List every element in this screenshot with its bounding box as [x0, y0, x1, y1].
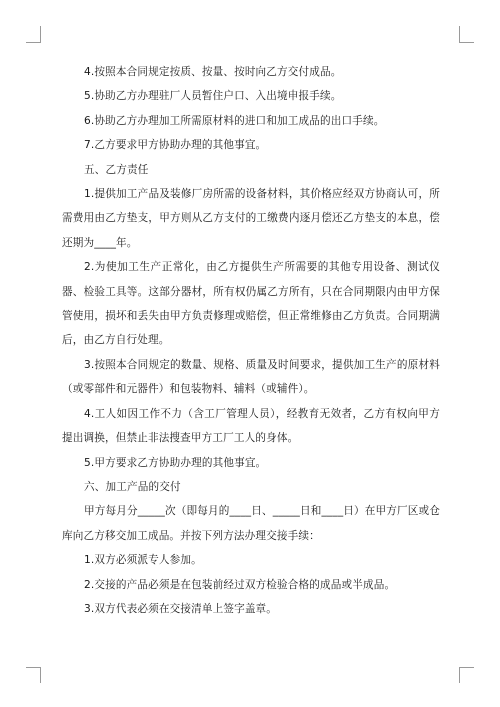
crop-mark-bottom-right-v	[459, 667, 460, 683]
crop-mark-bottom-right-h	[459, 667, 474, 668]
paragraph: 3.双方代表必须在交接清单上签字盖章。	[84, 602, 278, 615]
crop-mark-top-right-h	[459, 42, 474, 43]
section-heading: 六、加工产品的交付	[84, 480, 181, 493]
paragraph: 3.按照本合同规定的数量、规格、质量及时间要求，提供加工生产的原材料（或零部件和元器件）和包装物料、辅料（或辅件）。	[62, 358, 440, 396]
paragraph: 7.乙方要求甲方协助办理的其他事宜。	[84, 139, 267, 152]
document-body	[62, 60, 440, 621]
paragraph: 5.协助乙方办理驻厂人员暂住户口、入出境申报手续。	[84, 90, 342, 103]
paragraph: 1.双方必须派专人参加。	[84, 554, 202, 567]
crop-mark-top-right-v	[459, 26, 460, 42]
paragraph: 5.甲方要求乙方协助办理的其他事宜。	[84, 456, 267, 469]
paragraph: 2.为使加工生产正常化，由乙方提供生产所需要的其他专用设备、测试仪器、检验工具等。这部分器材，所有权仍属乙方所有，只在合同期限内由甲方保管使用，损坏和丢失由甲方负责修理或赔偿，但正常维修由乙方负责。合同期满后，由乙方自行处理。	[62, 261, 440, 347]
crop-mark-top-left-h	[26, 42, 41, 43]
crop-mark-bottom-left-v	[40, 667, 41, 683]
paragraph: 2.交接的产品必须是在包装前经过双方检验合格的成品或半成品。	[84, 578, 396, 591]
section-heading: 五、乙方责任	[84, 163, 149, 176]
paragraph: 甲方每月分_____次（即每月的____日、_____日和____日）在甲方厂区或仓库向乙方移交加工成品。并按下列方法办理交接手续：	[62, 505, 440, 542]
crop-mark-bottom-left-h	[26, 667, 41, 668]
crop-mark-top-left-v	[40, 26, 41, 42]
paragraph: 4.工人如因工作不力（含工厂管理人员），经教育无效者，乙方有权向甲方提出调换，但禁止非法搜查甲方工厂工人的身体。	[62, 407, 440, 445]
paragraph: 6.协助乙方办理加工所需原材料的进口和加工成品的出口手续。	[84, 114, 385, 127]
paragraph: 1.提供加工产品及装修厂房所需的设备材料，其价格应经双方协商认可，所需费用由乙方垫支，甲方则从乙方支付的工缴费内逐月偿还乙方垫支的本息，偿还期为____年。	[62, 188, 440, 249]
paragraph: 4.按照本合同规定按质、按量、按时向乙方交付成品。	[84, 66, 342, 78]
